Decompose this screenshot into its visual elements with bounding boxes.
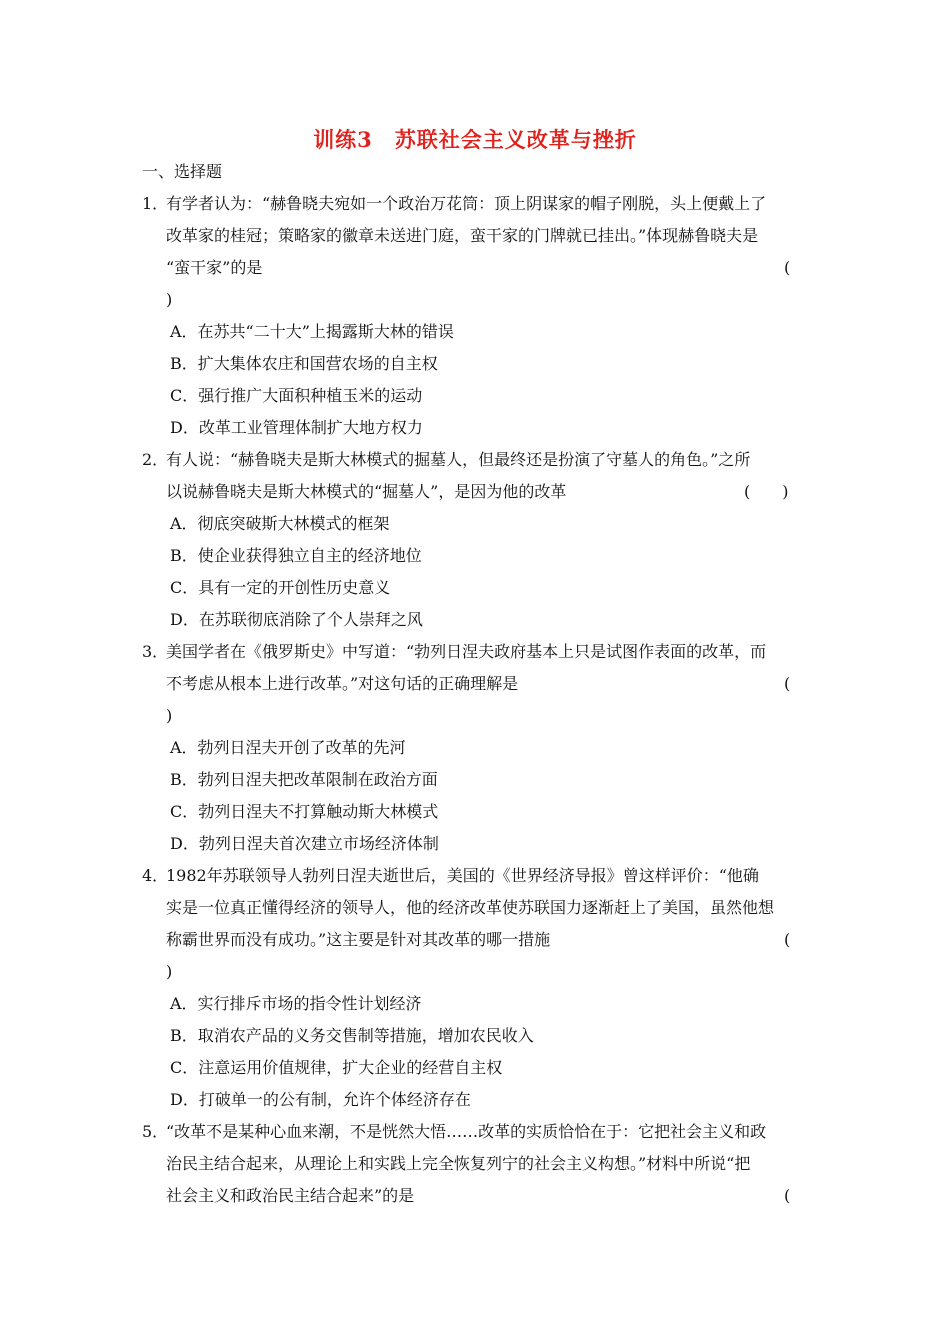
option-b: B．勃列日涅夫把改革限制在政治方面 [170, 770, 438, 789]
option-c: C．勃列日涅夫不打算触动斯大林模式 [170, 802, 439, 821]
question-stem-line: 美国学者在《俄罗斯史》中写道：“勃列日涅夫政府基本上只是试图作表面的改革，而 [166, 642, 767, 661]
question-stem-line: “蛮干家”的是 [166, 258, 263, 277]
option-a: A．在苏共“二十大”上揭露斯大林的错误 [170, 322, 454, 341]
answer-paren-close: ) [166, 706, 173, 725]
answer-paren-close: ) [166, 290, 173, 309]
option-c: C．注意运用价值规律，扩大企业的经营自主权 [170, 1058, 503, 1077]
question-number: 3． [142, 642, 169, 661]
answer-paren-close: ) [166, 962, 173, 981]
option-b: B．扩大集体农庄和国营农场的自主权 [170, 354, 438, 373]
answer-paren-open: ( [784, 1186, 791, 1205]
question-number: 1． [142, 194, 169, 213]
option-d: D．改革工业管理体制扩大地方权力 [170, 418, 423, 437]
option-b: B．取消农产品的义务交售制等措施，增加农民收入 [170, 1026, 534, 1045]
answer-paren: ( ) [744, 482, 789, 501]
option-c: C．具有一定的开创性历史意义 [170, 578, 391, 597]
question-number: 5． [142, 1122, 169, 1141]
document-title: 训练3 苏联社会主义改革与挫折 [313, 127, 637, 152]
answer-paren-open: ( [784, 674, 791, 693]
question-stem-line: 实是一位真正懂得经济的领导人，他的经济改革使苏联国力逐渐赶上了美国，虽然他想 [166, 898, 775, 917]
question-number: 4． [142, 866, 169, 885]
question-stem-line: 以说赫鲁晓夫是斯大林模式的“掘墓人”，是因为他的改革 [166, 482, 567, 501]
question-stem-line: 治民主结合起来，从理论上和实践上完全恢复列宁的社会主义构想。”材料中所说“把 [166, 1154, 751, 1173]
option-a: A．实行排斥市场的指令性计划经济 [170, 994, 422, 1013]
question-number: 2． [142, 450, 169, 469]
question-stem-line: “改革不是某种心血来潮，不是恍然大悟……改革的实质恰恰在于：它把社会主义和政 [166, 1122, 767, 1141]
option-c: C．强行推广大面积种植玉米的运动 [170, 386, 423, 405]
answer-paren-open: ( [784, 930, 791, 949]
option-a: A．勃列日涅夫开创了改革的先河 [170, 738, 406, 757]
option-a: A．彻底突破斯大林模式的框架 [170, 514, 390, 533]
answer-paren-open: ( [784, 258, 791, 277]
option-d: D．在苏联彻底消除了个人崇拜之风 [170, 610, 423, 629]
section-heading: 一、选择题 [142, 162, 223, 181]
question-stem-line: 有人说：“赫鲁晓夫是斯大林模式的掘墓人，但最终还是扮演了守墓人的角色。”之所 [166, 450, 751, 469]
question-stem-line: 不考虑从根本上进行改革。”对这句话的正确理解是 [166, 674, 519, 693]
option-d: D．打破单一的公有制，允许个体经济存在 [170, 1090, 471, 1109]
question-stem-line: 改革家的桂冠；策略家的徽章未送进门庭，蛮干家的门牌就已挂出。”体现赫鲁晓夫是 [166, 226, 759, 245]
question-stem-line: 称霸世界而没有成功。”这主要是针对其改革的哪一措施 [166, 930, 551, 949]
option-d: D．勃列日涅夫首次建立市场经济体制 [170, 834, 439, 853]
question-stem-line: 1982年苏联领导人勃列日涅夫逝世后，美国的《世界经济导报》曾这样评价：“他确 [166, 866, 759, 885]
option-b: B．使企业获得独立自主的经济地位 [170, 546, 422, 565]
question-stem-line: 社会主义和政治民主结合起来”的是 [166, 1186, 415, 1205]
question-stem-line: 有学者认为：“赫鲁晓夫宛如一个政治万花筒：顶上阴谋家的帽子刚脱，头上便戴上了 [166, 194, 767, 213]
